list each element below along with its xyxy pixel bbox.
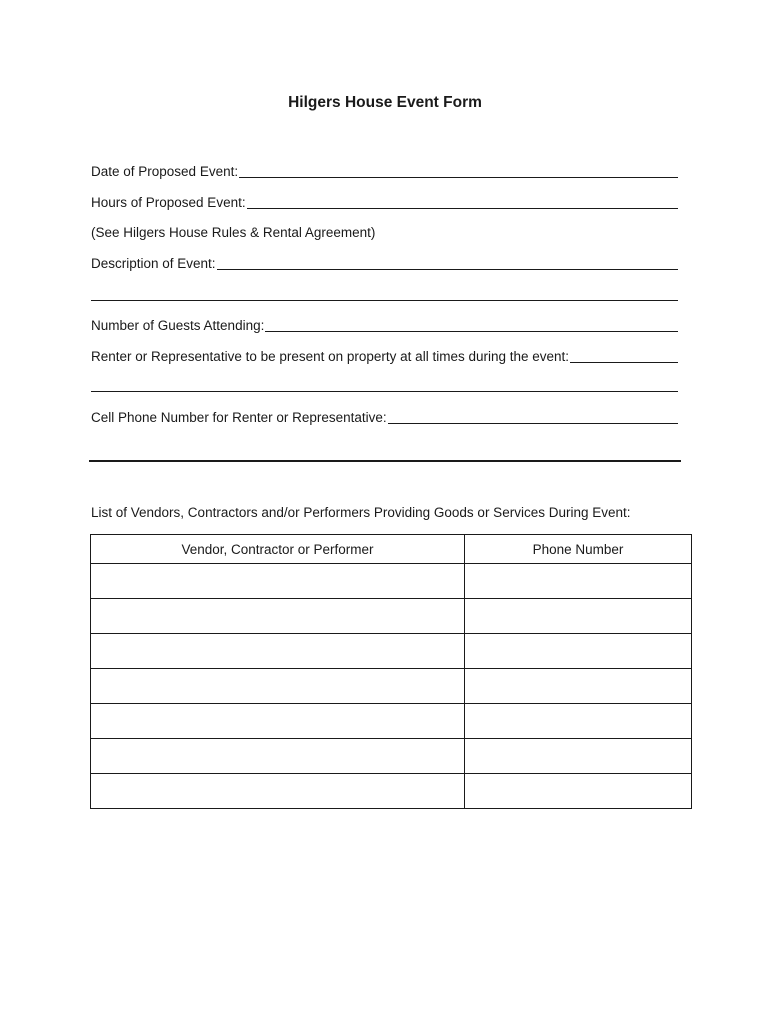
vendor-cell[interactable] [91,704,465,739]
table-row [91,634,692,669]
phone-cell[interactable] [465,564,692,599]
table-row [91,564,692,599]
phone-cell[interactable] [465,669,692,704]
vendor-cell[interactable] [91,564,465,599]
representative-blank[interactable] [570,362,678,363]
date-field[interactable] [91,161,678,181]
phone-cell[interactable] [465,774,692,809]
cell-phone-blank[interactable] [388,423,678,424]
guests-label: Number of Guests Attending: [91,318,265,333]
vendor-column-header: Vendor, Contractor or Performer [91,535,465,564]
hours-blank[interactable] [247,208,678,209]
phone-cell[interactable] [465,634,692,669]
date-blank[interactable] [239,177,678,178]
guests-blank[interactable] [265,331,678,332]
vendor-cell[interactable] [91,774,465,809]
hours-field[interactable] [91,192,678,212]
phone-column-header: Phone Number [465,535,692,564]
cell-phone-field[interactable] [91,407,678,427]
table-row [91,774,692,809]
section-divider [89,460,681,462]
vendor-cell[interactable] [91,739,465,774]
vendor-cell[interactable] [91,634,465,669]
guests-field[interactable] [91,315,678,335]
date-label: Date of Proposed Event: [91,164,239,179]
phone-cell[interactable] [465,739,692,774]
table-row [91,704,692,739]
table-row [91,739,692,774]
hours-label: Hours of Proposed Event: [91,195,246,210]
description-label: Description of Event: [91,256,216,271]
table-row [91,599,692,634]
description-blank[interactable] [217,269,678,270]
vendors-header-row [91,535,692,564]
vendors-table [90,534,692,809]
form-title: Hilgers House Event Form [288,94,482,111]
phone-cell[interactable] [465,599,692,634]
vendors-intro: List of Vendors, Contractors and/or Performers Providing Goods or Services During Event: [91,505,631,520]
cell-phone-label: Cell Phone Number for Renter or Representative: [91,410,387,425]
phone-cell[interactable] [465,704,692,739]
vendor-cell[interactable] [91,669,465,704]
representative-extra-blank[interactable] [91,391,678,392]
vendor-cell[interactable] [91,599,465,634]
representative-field[interactable] [91,346,678,366]
representative-label: Renter or Representative to be present on property at all times during the event: [91,349,570,364]
table-row [91,669,692,704]
rules-note: (See Hilgers House Rules & Rental Agreement) [91,225,376,240]
description-field[interactable] [91,253,678,273]
description-extra-blank[interactable] [91,300,678,301]
